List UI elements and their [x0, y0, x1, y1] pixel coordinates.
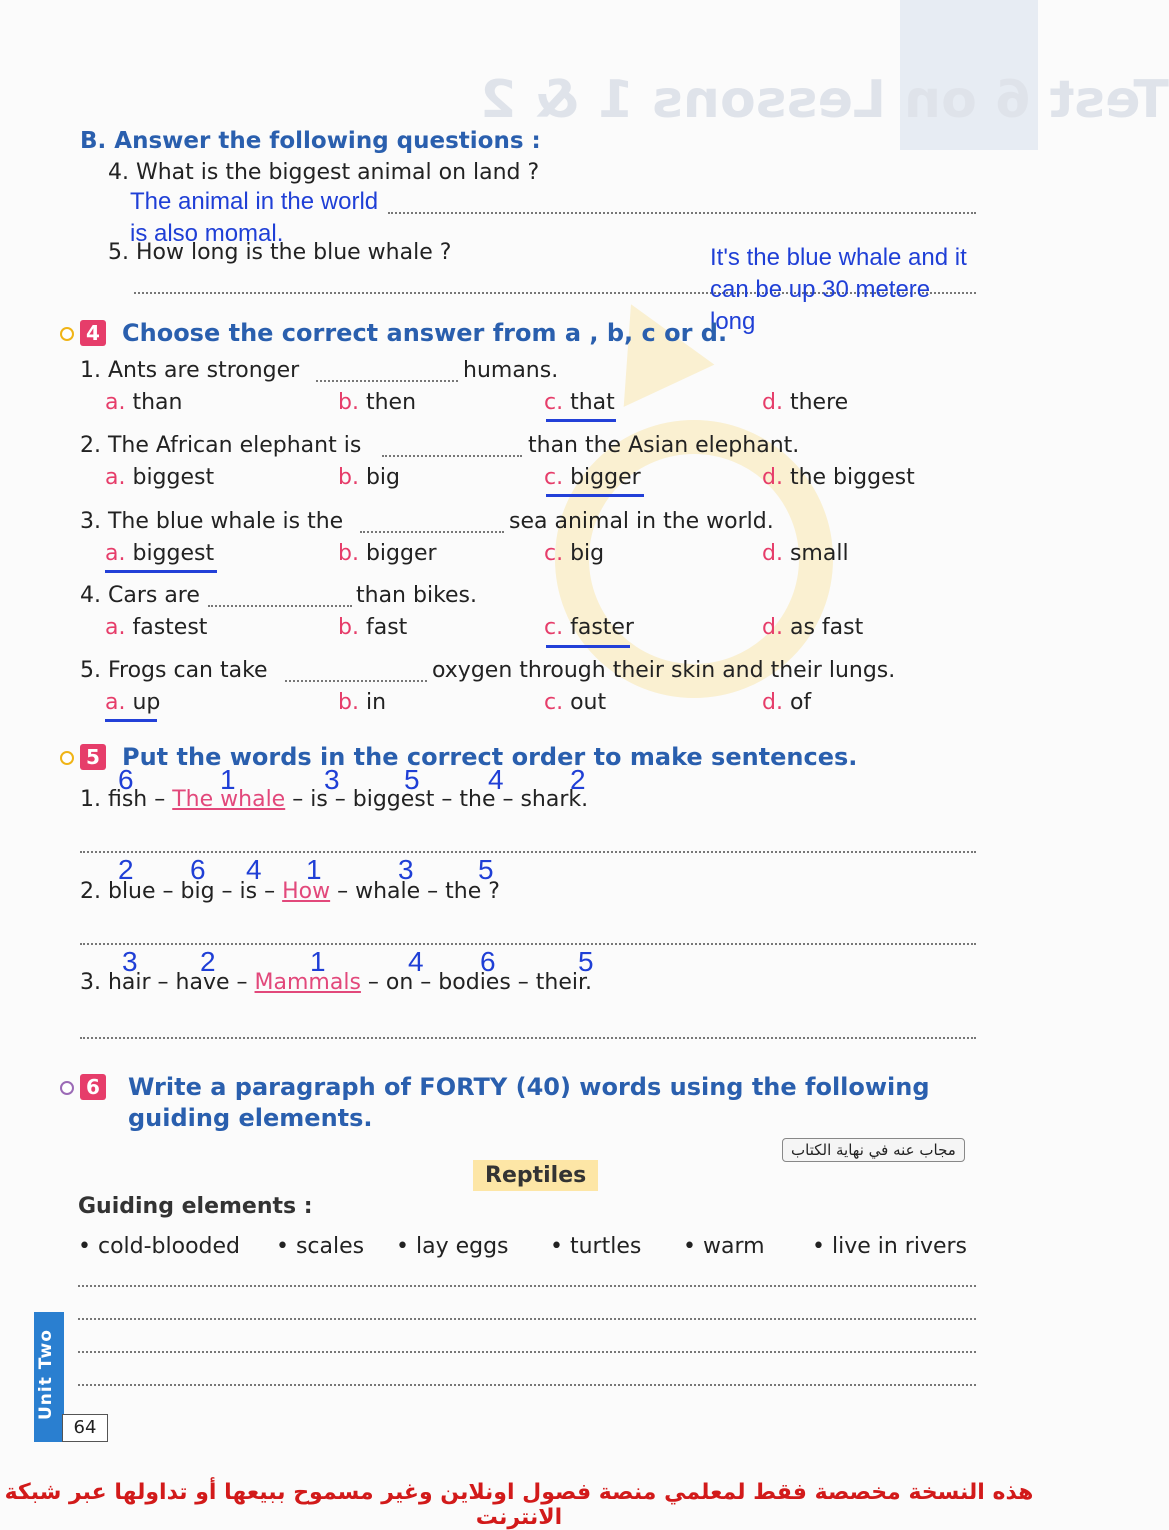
s4-q4-opt-c: c. faster [544, 615, 634, 640]
order-number: 5 [478, 854, 494, 885]
order-number: 1 [310, 946, 326, 977]
order-number: 1 [220, 764, 236, 795]
s4-q3-end: sea animal in the world. [509, 509, 774, 534]
order-number: 5 [404, 764, 420, 795]
s4-q4-opt-d: d. as fast [762, 615, 864, 640]
s4-q5-opt-c: c. out [544, 690, 607, 715]
order-number: 5 [578, 946, 594, 977]
s4-q4-opt-b: b. fast [338, 615, 408, 640]
s4-q2-opt-b: b. big [338, 465, 401, 490]
s4-q3-opt-d: d. small [762, 541, 849, 566]
blank [382, 455, 522, 457]
order-number: 6 [190, 854, 206, 885]
s4-q3-opt-c: c. big [544, 541, 605, 566]
s4-q5-end: oxygen through their skin and their lungs. [432, 658, 896, 683]
topic-label: Reptiles [473, 1160, 598, 1191]
order-number: 1 [306, 854, 322, 885]
answer-underline [546, 645, 630, 648]
section-b-title: B. Answer the following questions : [80, 128, 541, 154]
section-5-number: 5 [80, 744, 106, 770]
order-number: 3 [398, 854, 414, 885]
answer-underline [546, 419, 616, 422]
order-number: 2 [118, 854, 134, 885]
s4-q5-opt-b: b. in [338, 690, 387, 715]
s4-q2-opt-a: a. biggest [105, 465, 215, 490]
blank [360, 531, 504, 533]
answer-line [80, 1037, 976, 1039]
s4-q5-opt-a: a. up [105, 690, 161, 715]
question-5: 5. How long is the blue whale ? [108, 240, 452, 265]
guiding-element: • live in rivers [812, 1234, 968, 1259]
guiding-element: • warm [683, 1234, 765, 1259]
answer-underline [105, 570, 217, 573]
guiding-element: • cold-blooded [78, 1234, 241, 1259]
section-6-title-line1: Write a paragraph of FORTY (40) words using the following [128, 1073, 930, 1101]
bullet-dot [60, 326, 74, 345]
s4-q5-opt-d: d. of [762, 690, 812, 715]
section-5-title: Put the words in the correct order to make sentences. [122, 743, 858, 771]
answer-5-line1: It's the blue whale and it [710, 244, 967, 271]
order-number: 3 [122, 946, 138, 977]
section-6-number: 6 [80, 1074, 106, 1100]
answer-line [80, 851, 976, 853]
s4-q3-opt-a: a. biggest [105, 541, 215, 566]
answer-line [388, 212, 976, 214]
ghost-title: Test 6 on Lessons 1 & 2 [480, 70, 1169, 130]
s4-q3-opt-b: b. bigger [338, 541, 437, 566]
order-number: 4 [408, 946, 424, 977]
order-number: 4 [246, 854, 262, 885]
s4-q1-opt-d: d. there [762, 390, 849, 415]
answer-4-line2: is also momal. [130, 220, 284, 247]
order-number: 3 [324, 764, 340, 795]
order-number: 4 [488, 764, 504, 795]
order-number: 2 [200, 946, 216, 977]
writing-line [78, 1285, 976, 1287]
s5-sentence-1: 1. fish – The whale – is – biggest – the – shark. [80, 787, 589, 812]
s5-sentence-3: 3. hair – have – Mammals – on – bodies – their. [80, 970, 593, 995]
blank [208, 605, 352, 607]
s4-q1-end: humans. [463, 358, 559, 383]
writing-line [78, 1318, 976, 1320]
blank [285, 680, 427, 682]
section-4-title: Choose the correct answer from a , b, c or d. [122, 319, 728, 347]
order-number: 2 [570, 764, 586, 795]
s4-q2-opt-d: d. the biggest [762, 465, 915, 490]
guiding-element: • lay eggs [396, 1234, 509, 1259]
s4-q2-end: than the Asian elephant. [528, 433, 800, 458]
s4-q1-opt-b: b. then [338, 390, 417, 415]
s4-q4-end: than bikes. [356, 583, 478, 608]
blank [316, 380, 458, 382]
s4-q4-opt-a: a. fastest [105, 615, 208, 640]
order-number: 6 [480, 946, 496, 977]
section-6-title-line2: guiding elements. [128, 1104, 373, 1132]
s4-q1-opt-a: a. than [105, 390, 183, 415]
answer-5-line2: can be up 30 metere [710, 276, 931, 303]
s4-q2-start: 2. The African elephant is [80, 433, 362, 458]
bullet-dot [60, 750, 74, 769]
s4-q2-opt-c: c. bigger [544, 465, 641, 490]
s4-q3-start: 3. The blue whale is the [80, 509, 344, 534]
section-4-number: 4 [80, 320, 106, 346]
bullet-dot [60, 1080, 74, 1099]
page-number: 64 [62, 1414, 108, 1442]
s4-q4-start: 4. Cars are [80, 583, 200, 608]
s4-q1-start: 1. Ants are stronger [80, 358, 300, 383]
footer-notice: هذه النسخة مخصصة فقط لمعلمي منصة فصول اونلاين وغير مسموح ببيعها أو تداولها عبر شبكة الانترنت [4, 1480, 1034, 1530]
question-4: 4. What is the biggest animal on land ? [108, 160, 540, 185]
s4-q1-opt-c: c. that [544, 390, 615, 415]
unit-label: Unit Two [36, 1329, 56, 1420]
answer-key-badge: مجاب عنه في نهاية الكتاب [782, 1138, 965, 1162]
guiding-label: Guiding elements : [78, 1194, 313, 1219]
writing-line [78, 1384, 976, 1386]
order-number: 6 [118, 764, 134, 795]
guiding-element: • turtles [550, 1234, 642, 1259]
writing-line [78, 1351, 976, 1353]
guiding-element: • scales [276, 1234, 365, 1259]
answer-5-line3: long [710, 308, 756, 335]
s5-sentence-2: 2. blue – big – is – How – whale – the ? [80, 879, 500, 904]
answer-line [80, 943, 976, 945]
s4-q5-start: 5. Frogs can take [80, 658, 268, 683]
answer-underline [546, 494, 644, 497]
answer-underline [105, 719, 157, 722]
answer-4-line1: The animal in the world [130, 188, 379, 215]
